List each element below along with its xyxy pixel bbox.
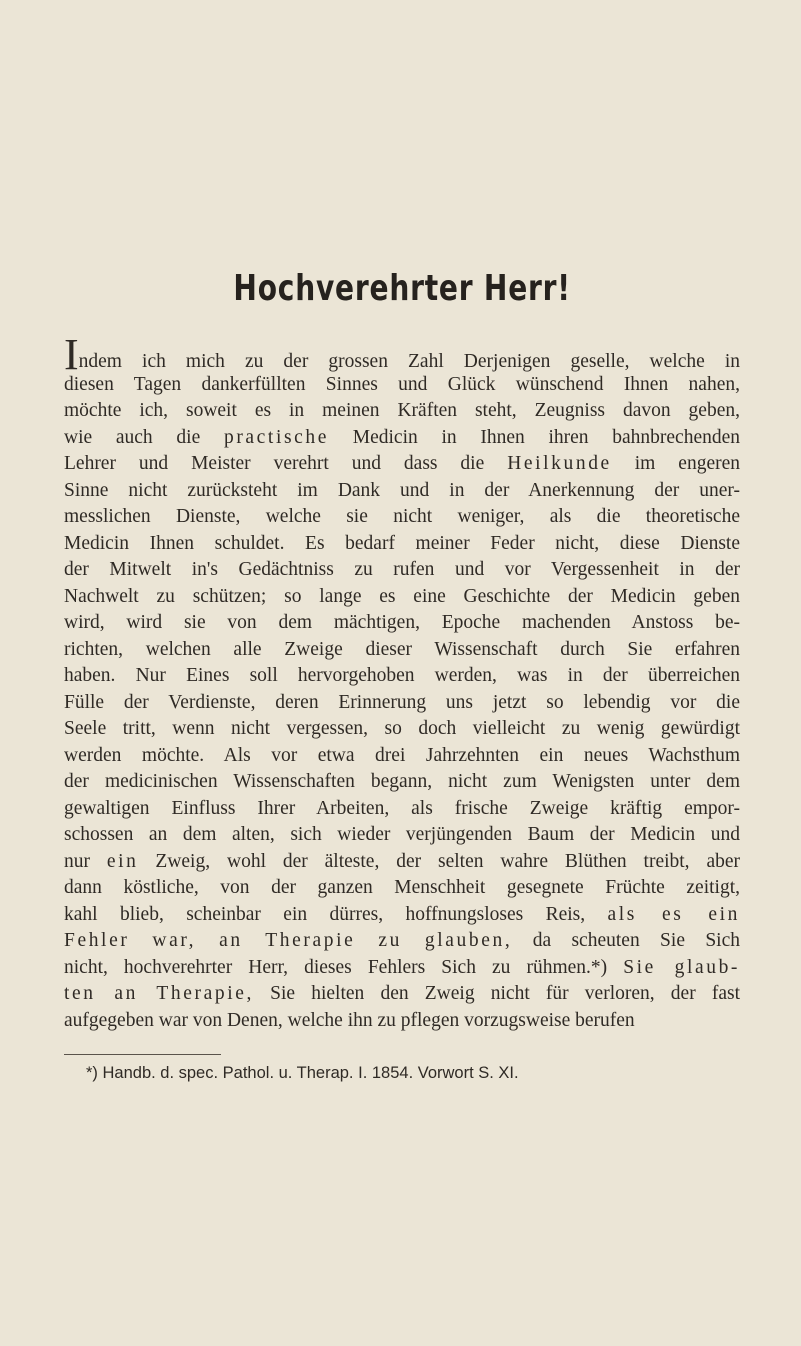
text-line: Seele tritt, wenn nicht vergessen, so doch vielleicht zu wenig gewürdigt — [64, 718, 740, 739]
text-line: richten, welchen alle Zweige dieser Wissenschaft durch Sie erfahren — [64, 638, 740, 660]
text-line: Indem ich mich zu der grossen Zahl Derjenigen geselle, welche in — [64, 330, 740, 379]
letter-paragraph — [64, 330, 741, 1034]
drop-cap: I — [64, 330, 79, 379]
text-line: kahl blieb, scheinbar ein dürres, hoffnungsloses Reis, als es ein — [64, 903, 741, 925]
text-line: nicht, hochverehrter Herr, dieses Fehlers Sich zu rühmen.*) Sie glaub- — [64, 956, 741, 978]
emphasis: Fehler war, an Therapie zu glauben, — [64, 930, 513, 951]
emphasis: als es ein — [607, 903, 741, 925]
text-line: wird, wird sie von dem mächtigen, Epoche machenden Anstoss be- — [64, 612, 740, 633]
text-line: möchte ich, soweit es in meinen Kräften steht, Zeugniss davon geben, — [64, 400, 740, 421]
text-line: nur ein Zweig, wohl der älteste, der selten wahre Blüthen treibt, aber — [64, 850, 741, 872]
text-line: Sinne nicht zurücksteht im Dank und in der Anerkennung der uner- — [64, 479, 740, 501]
text-line: messlichen Dienste, welche sie nicht weniger, als die theoretische — [64, 506, 740, 527]
emphasis: ein — [106, 850, 139, 872]
text-line: haben. Nur Eines soll hervorgehoben werden, was in der überreichen — [64, 665, 740, 686]
text-line: ten an Therapie, Sie hielten den Zweig nicht für verloren, der fast — [64, 983, 741, 1004]
text-line: der medicinischen Wissenschaften begann, nicht zum Wenigsten unter dem — [64, 771, 740, 792]
text-line: schossen an dem alten, sich wieder verjüngenden Baum der Medicin und — [64, 824, 740, 845]
text-line: Fehler war, an Therapie zu glauben, da scheuten Sie Sich — [64, 930, 741, 951]
text-line: Fülle der Verdienste, deren Erinnerung uns jetzt so lebendig vor die — [64, 691, 740, 713]
emphasis: Sie glaub- — [623, 956, 741, 978]
text-line: gewaltigen Einfluss Ihrer Arbeiten, als frische Zweige kräftig empor- — [64, 797, 740, 819]
footnote-divider — [64, 1054, 221, 1055]
text-line: aufgegeben war von Denen, welche ihn zu pflegen vorzugsweise berufen — [64, 1009, 635, 1031]
emphasis: Heilkunde — [507, 453, 612, 474]
text-line: werden möchte. Als vor etwa drei Jahrzehnten ein neues Wachsthum — [64, 744, 740, 766]
text-line: dann köstliche, von der ganzen Menschheit gesegnete Früchte zeitigt, — [64, 877, 740, 898]
text-line: wie auch die practische Medicin in Ihnen ihren bahnbrechenden — [64, 426, 741, 448]
text-line: Medicin Ihnen schuldet. Es bedarf meiner Feder nicht, diese Dienste — [64, 532, 740, 554]
footnote: *) Handb. d. spec. Pathol. u. Therap. I. 1854. Vorwort S. XI. — [86, 1064, 519, 1082]
text-line: Nachwelt zu schützen; so lange es eine Geschichte der Medicin geben — [64, 585, 740, 607]
page-heading: Hochverehrter Herr! — [233, 268, 571, 309]
text-line: diesen Tagen dankerfüllten Sinnes und Glück wünschend Ihnen nahen, — [64, 373, 740, 395]
emphasis: ten an Therapie, — [64, 983, 254, 1004]
text-line: der Mitwelt in's Gedächtniss zu rufen und vor Vergessenheit in der — [64, 559, 740, 580]
text-line: Lehrer und Meister verehrt und dass die Heilkunde im engeren — [64, 453, 740, 474]
emphasis: practische — [223, 426, 330, 448]
